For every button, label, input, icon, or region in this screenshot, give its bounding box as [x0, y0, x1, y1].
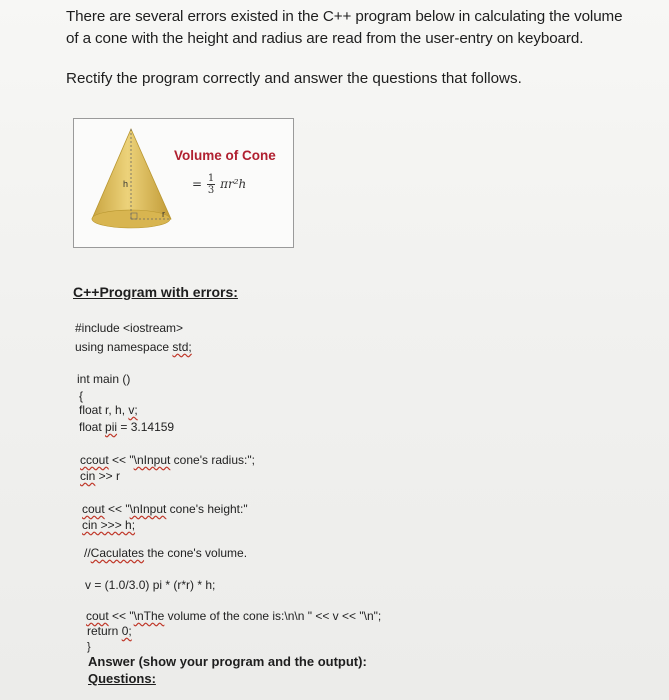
cout3-text: volume of the cone is:\n\n " << v << "\n"; [164, 609, 382, 623]
return-text: return [87, 624, 122, 638]
cin1-error: cin [80, 469, 96, 483]
cout3-op: << " [108, 609, 134, 623]
code-return [87, 624, 132, 638]
rectify-instruction: Rectify the program correctly and answer the questions that follows. [66, 70, 522, 87]
comment-slashes: // [84, 546, 91, 560]
code-comment [84, 546, 247, 560]
formula-denominator: 3 [207, 185, 215, 196]
section-heading: C++Program with errors: [73, 284, 238, 300]
code-brace-close: } [87, 641, 91, 653]
cout1-input-error: \nInput [133, 453, 171, 467]
formula-equals: = [192, 177, 203, 191]
code-float-2 [79, 420, 174, 434]
cout2-op: << " [104, 502, 130, 516]
cin2-error: cin >>> h; [82, 518, 136, 532]
comment-text: the cone's volume. [144, 546, 248, 560]
answer-label: Answer (show your program and the output): [88, 654, 367, 669]
cout3-error: cout [86, 609, 109, 623]
float1-error: v; [128, 403, 138, 417]
cone-illustration [74, 119, 293, 247]
code-main: int main () [77, 372, 131, 386]
formula-numerator: 1 [207, 173, 215, 184]
cone-figure [73, 118, 294, 248]
volume-formula [192, 173, 246, 196]
code-cout-height [82, 502, 248, 516]
comment-error: Caculates [90, 546, 145, 560]
figure-title: Volume of Cone [174, 148, 276, 163]
cout1-text: cone's radius:"; [170, 453, 255, 467]
questions-label: Questions: [88, 671, 156, 686]
using-error: std; [172, 340, 192, 354]
cout2-text: cone's height:" [166, 502, 248, 516]
height-label: h [123, 179, 129, 189]
using-text: using namespace [75, 340, 173, 354]
intro-paragraph [66, 6, 666, 50]
code-cin-radius [80, 469, 120, 483]
code-float-1 [79, 403, 138, 417]
cout1-op: << " [108, 453, 134, 467]
code-brace-open: { [79, 389, 84, 403]
radius-label: r [162, 209, 165, 219]
float2-value: = 3.14159 [117, 420, 175, 434]
formula-rest: πr²h [220, 177, 247, 191]
code-using [75, 340, 192, 354]
code-cin-height [82, 518, 135, 532]
code-cout-volume [86, 609, 381, 623]
float2-text: float [79, 420, 106, 434]
code-formula: v = (1.0/3.0) pi * (r*r) * h; [85, 578, 216, 592]
float2-error: pii [105, 420, 118, 434]
intro-line-2: of a cone with the height and radius are read from the user-entry on keyboard. [66, 30, 584, 47]
code-include: #include <iostream> [75, 321, 184, 335]
return-error: 0; [121, 624, 132, 638]
intro-line-1: There are several errors existed in the C++ program below in calculating the volume [66, 8, 623, 25]
float1-text: float r, h, [79, 403, 129, 417]
cout3-the-error: \nThe [133, 609, 165, 623]
cout2-input-error: \nInput [129, 502, 167, 516]
cout2-error: cout [82, 502, 105, 516]
code-cout-radius [80, 453, 255, 467]
cin1-text: >> r [95, 469, 121, 483]
cout1-error: ccout [80, 453, 109, 467]
